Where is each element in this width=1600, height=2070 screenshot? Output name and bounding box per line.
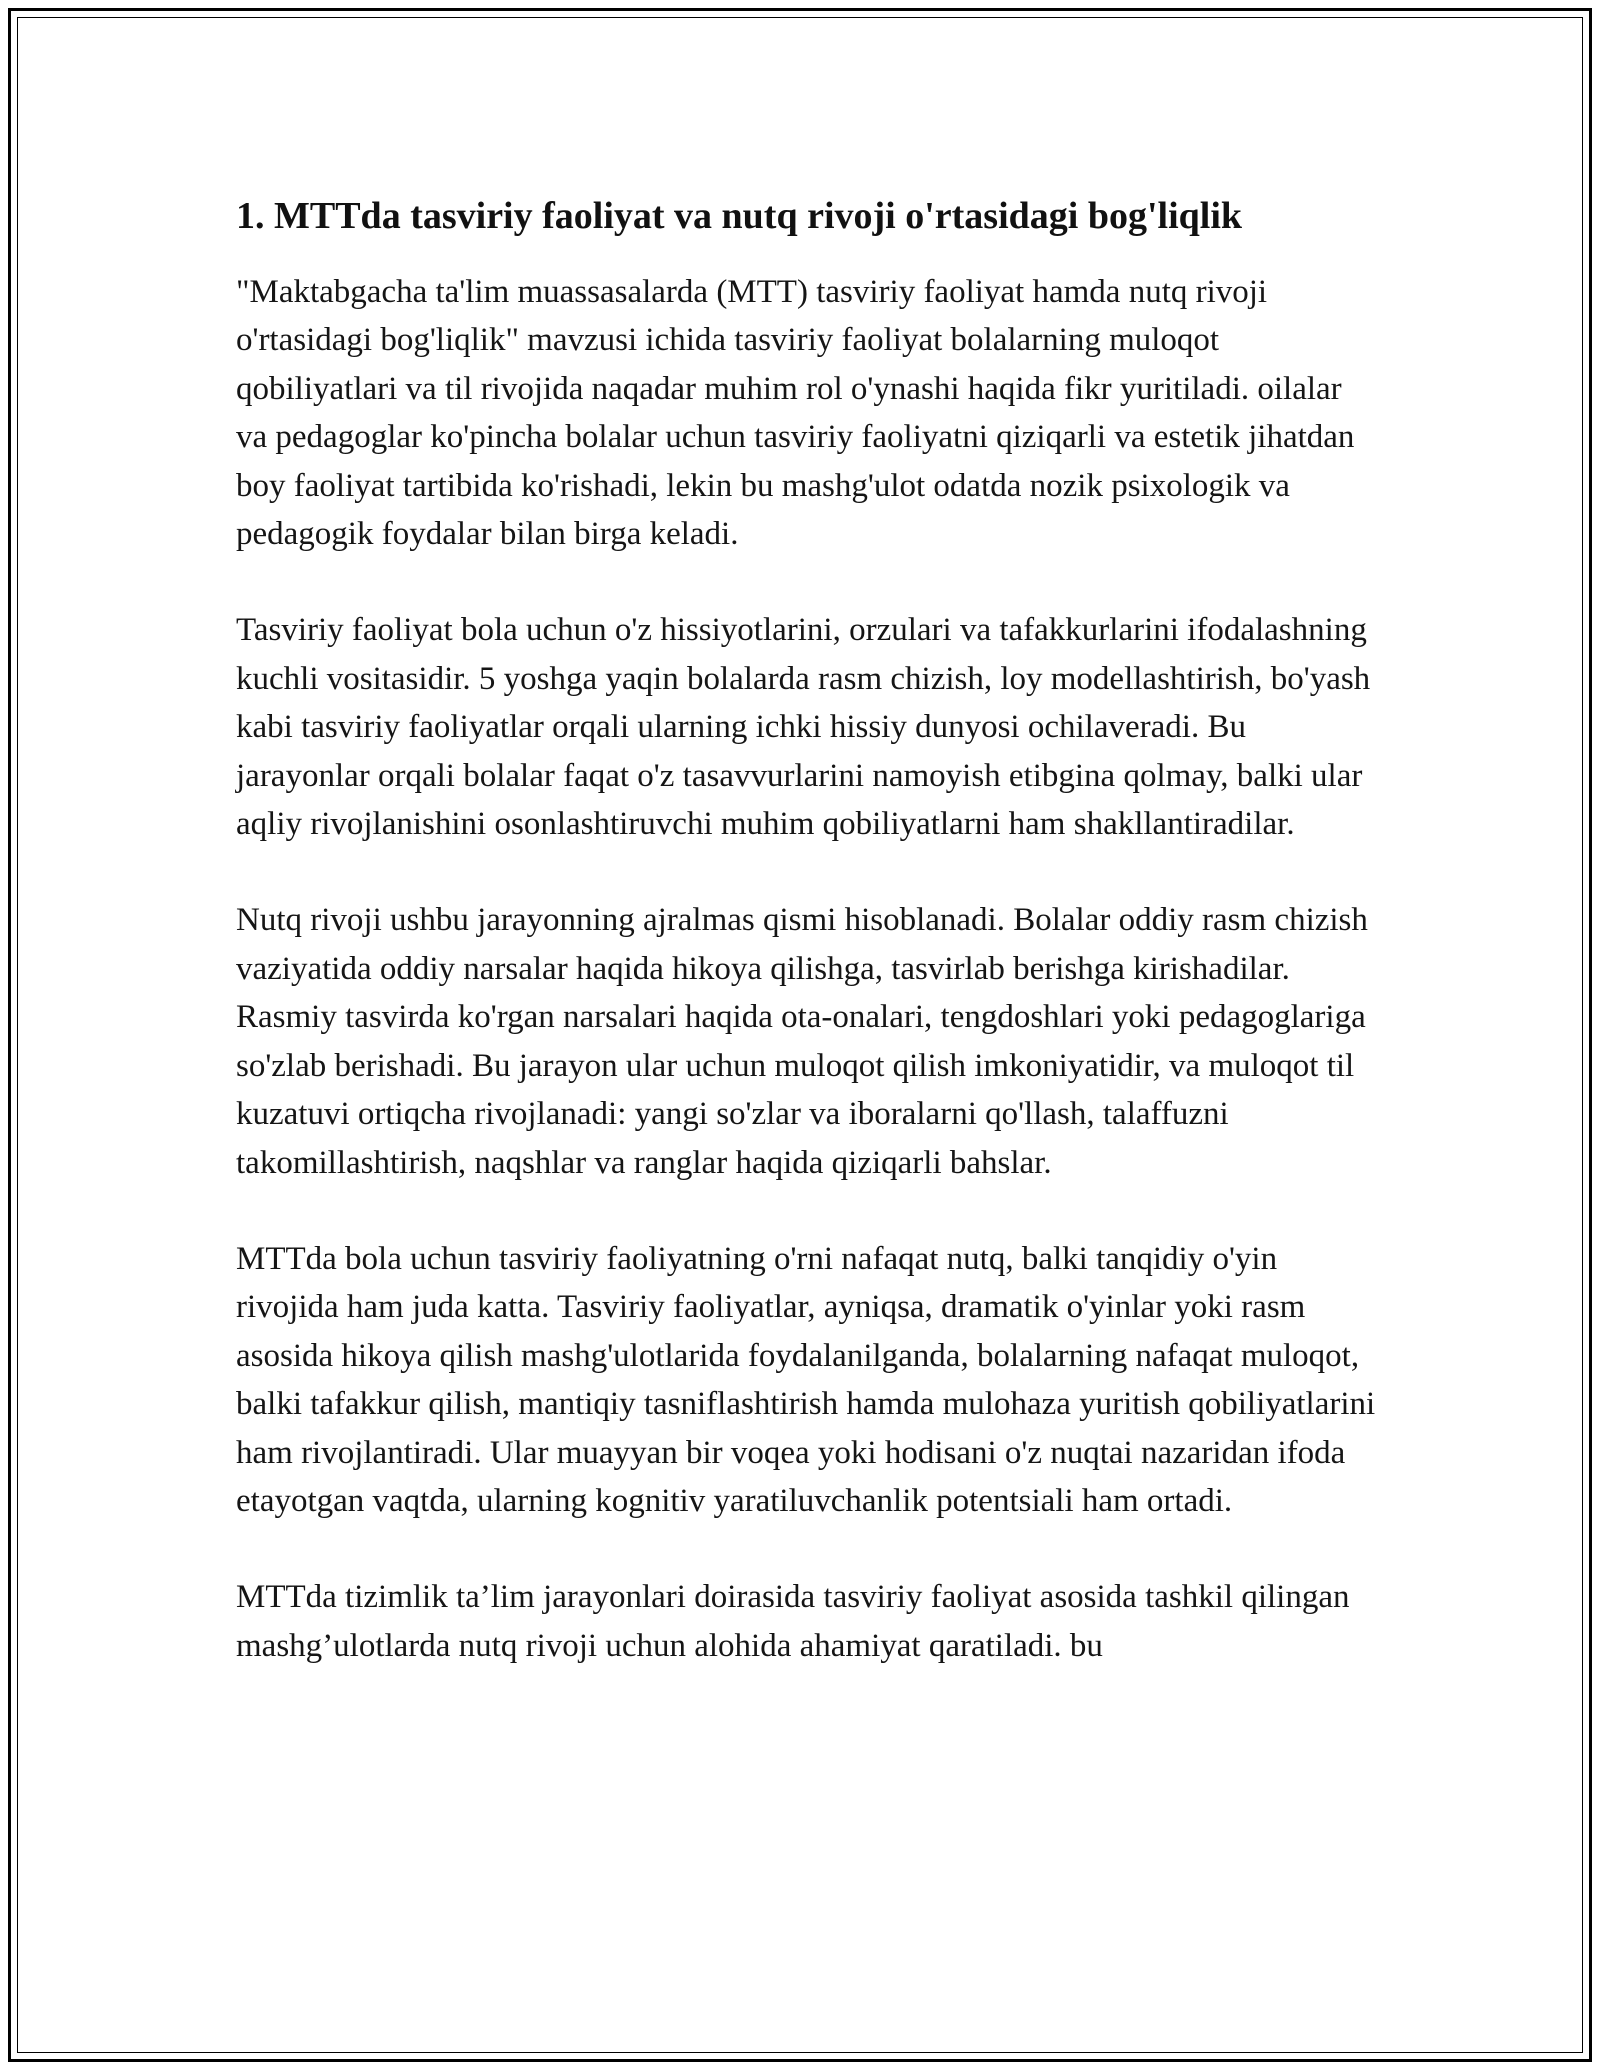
paragraph-5: MTTda tizimlik ta’lim jarayonlari doirasida tasviriy faoliyat asosida tashkil qilingan mashg’ulotlarda nutq rivoji uchun alohida ahamiyat qaratiladi. bu — [236, 1579, 1350, 1664]
section-heading: 1. MTTda tasviriy faoliyat va nutq rivoji o'rtasidagi bog'liqlik — [236, 195, 1243, 237]
paragraph-2: Tasviriy faoliyat bola uchun o'z hissiyotlarini, orzulari va tafakkurlarini ifodalashning kuchli vositasidir. 5 yoshga yaqin bolalarda rasm chizish, loy modellashtirish, bo'yash kabi tasviriy faoliyatlar orqali ularning ichki hissiy dunyosi ochilaveradi. Bu jarayonlar orqali bolalar faqat o'z tasavvurlarini namoyish etibgina qolmay, balki ular aqliy rivojlanishini osonlashtiruvchi muhim qobiliyatlarni ham shakllantiradilar. — [236, 612, 1371, 843]
document-body — [236, 186, 1376, 1670]
paragraph-3: Nutq rivoji ushbu jarayonning ajralmas qismi hisoblanadi. Bolalar oddiy rasm chizish vaziyatida oddiy narsalar haqida hikoya qilishga, tasvirlab berishga kirishadilar. Rasmiy tasvirda ko'rgan narsalari haqida ota-onalari, tengdoshlari yoki pedagoglariga so'zlab berishadi. Bu jarayon ular uchun muloqot qilish imkoniyatidir, va muloqot til kuzatuvi ortiqcha rivojlanadi: yangi so'zlar va iboralarni qo'llash, talaffuzni takomillashtirish, naqshlar va ranglar haqida qiziqarli bahslar. — [236, 902, 1368, 1181]
paragraph-4: MTTda bola uchun tasviriy faoliyatning o'rni nafaqat nutq, balki tanqidiy o'yin rivojida ham juda katta. Tasviriy faoliyatlar, ayniqsa, dramatik o'yinlar yoki rasm asosida hikoya qilish mashg'ulotlarida foydalanilganda, bolalarning nafaqat muloqot, balki tafakkur qilish, mantiqiy tasniflashtirish hamda mulohaza yuritish qobiliyatlarini ham rivojlantiradi. Ular muayyan bir voqea yoki hodisani o'z nuqtai nazaridan ifoda etayotgan vaqtda, ularning kognitiv yaratiluvchanlik potentsiali ham ortadi. — [236, 1240, 1376, 1519]
paragraph-1: "Maktabgacha ta'lim muassasalarda (MTT) tasviriy faoliyat hamda nutq rivoji o'rtasidagi bog'liqlik" mavzusi ichida tasviriy faoliyat bolalarning muloqot qobiliyatlari va til rivojida naqadar muhim rol o'ynashi haqida fikr yuritiladi. oilalar va pedagoglar ko'pincha bolalar uchun tasviriy faoliyatni qiziqarli va estetik jihatdan boy faoliyat tartibida ko'rishadi, lekin bu mashg'ulot odatda nozik psixologik va pedagogik foydalar bilan birga keladi. — [236, 274, 1355, 553]
